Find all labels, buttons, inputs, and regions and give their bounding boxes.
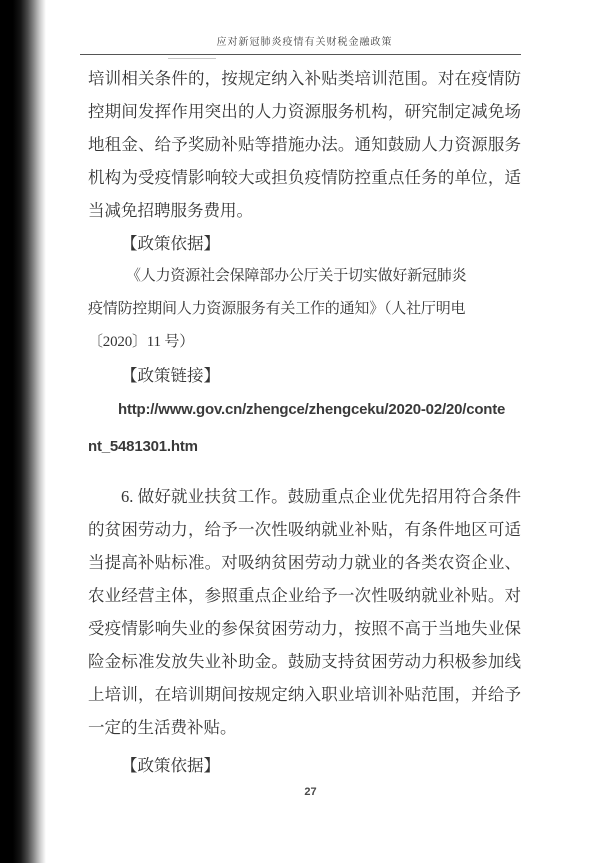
spacer: [88, 463, 521, 480]
header-title: 应对新冠肺炎疫情有关财税金融政策: [216, 37, 393, 48]
policy-basis-label: 【政策依据】: [121, 234, 220, 253]
body-text-line: 一定的生活费补贴。: [88, 718, 237, 737]
body-text-line: 上培训，在培训期间按规定纳入职业培训补贴范围，并给予: [88, 685, 521, 704]
body-text-line: 险金标准发放失业补助金。鼓励支持贫困劳动力积极参加线: [88, 652, 521, 671]
body-text-line: 地租金、给予奖励补贴等措施办法。通知鼓励人力资源服务: [88, 135, 521, 154]
header-rule: [80, 54, 521, 55]
body-text-line: 受疫情影响失业的参保贫困劳动力，按照不高于当地失业保: [88, 619, 521, 638]
body-text-line: 的贫困劳动力，给予一次性吸纳就业补贴，有条件地区可适: [88, 520, 521, 539]
policy-url-line[interactable]: http://www.gov.cn/zhengce/zhengceku/2020-02/20/conte: [118, 401, 506, 418]
body-text-line: 当减免招聘服务费用。: [88, 201, 253, 220]
body-text-line: 6. 做好就业扶贫工作。鼓励重点企业优先招用符合条件: [121, 487, 521, 506]
policy-link-label: 【政策链接】: [121, 366, 220, 385]
body-text-line: 机构为受疫情影响较大或担负疫情防控重点任务的单位，适: [88, 168, 521, 187]
citation-line: 《人力资源社会保障部办公厅关于切实做好新冠肺炎: [126, 268, 467, 284]
body-text-line: 当提高补贴标准。对吸纳贫困劳动力就业的各类农资企业、: [88, 553, 521, 572]
body-text-line: 控期间发挥作用突出的人力资源服务机构，研究制定减免场: [88, 102, 521, 121]
scan-smudge: [168, 58, 216, 59]
citation-line: 疫情防控期间人力资源服务有关工作的通知》（人社厅明电: [88, 301, 466, 317]
policy-url-line[interactable]: nt_5481301.htm: [88, 438, 198, 455]
policy-basis-label: 【政策依据】: [121, 756, 220, 775]
body-text-line: 农业经营主体，参照重点企业给予一次性吸纳就业补贴。对: [88, 586, 521, 605]
scan-edge-shadow: [0, 0, 46, 863]
body-text-line: 培训相关条件的，按规定纳入补贴类培训范围。对在疫情防: [88, 69, 521, 88]
document-body: [88, 62, 521, 782]
citation-line: 〔2020〕11 号）: [88, 334, 194, 350]
page-number: 27: [304, 786, 317, 798]
